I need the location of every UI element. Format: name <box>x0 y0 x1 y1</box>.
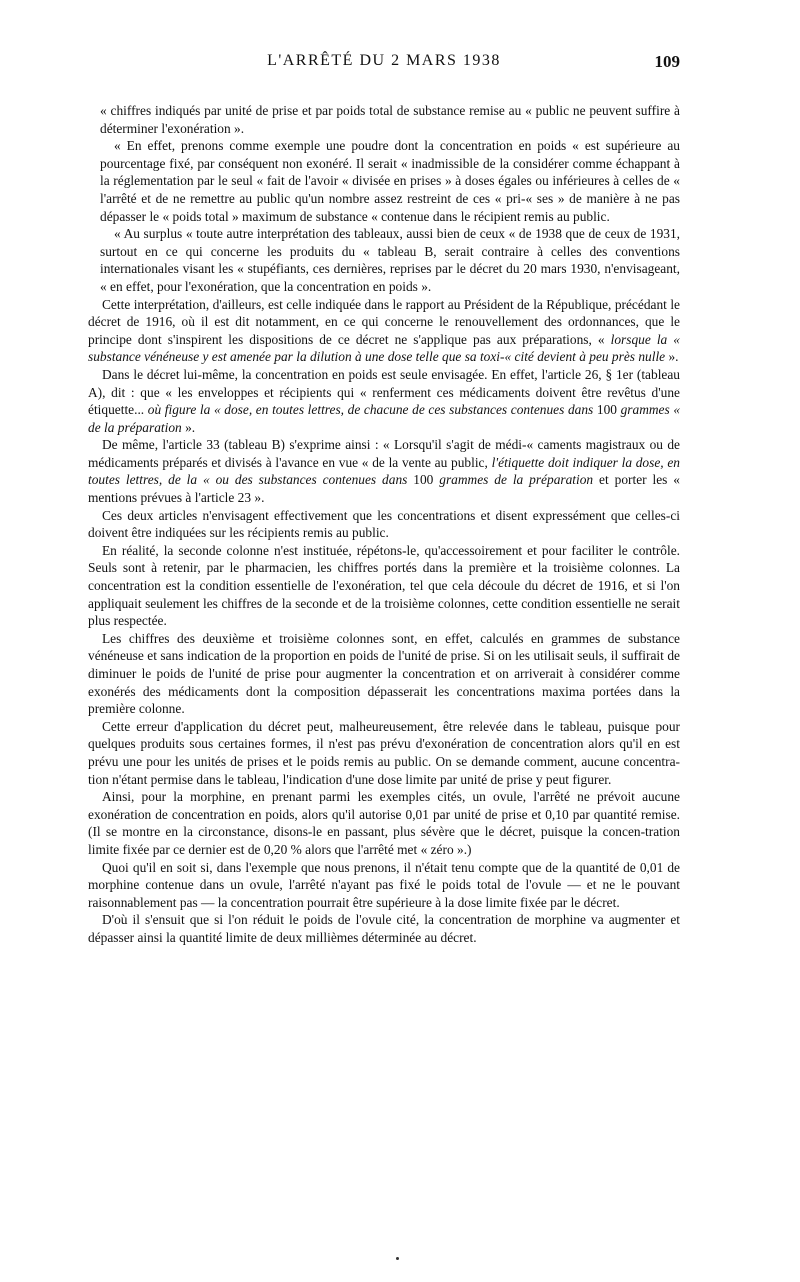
text-run: et porter les « mentions prévues à l'article 23 ». <box>88 472 680 506</box>
text-run: D'où il s'ensuit que si l'on réduit le poids de l'ovule cité, la concentration de morphine va augmenter et dépasser ainsi la quantité limite de deux millièmes déterminée au décret. <box>88 912 680 945</box>
italic-quote: lorsque la « substance vénéneuse y est amenée par la dilution à une dose telle que sa toxi-« cité devient à peu près nulle <box>88 331 680 365</box>
paragraph-p4 <box>88 296 680 366</box>
paragraph-p8 <box>88 542 680 630</box>
page-number: 109 <box>654 52 680 71</box>
text-run: « chiffres indiqués par unité de prise et par poids total de substance remise au « public ne peuvent suffire à déterminer l'exonération ». <box>100 103 680 136</box>
paragraph-p6 <box>88 436 680 506</box>
printer-mark <box>396 1257 399 1260</box>
text-run: ». <box>181 419 196 435</box>
text-run: Dans le décret lui-même, la concentration en poids est seule envisagée. En effet, l'article 26, § 1er (tableau A), dit : que « les enveloppes et récipients qui « renferment ces médicaments doivent être revêtus d'une étiquette... <box>88 366 680 418</box>
text-run: Ainsi, pour la morphine, en prenant parmi les exemples cités, un ovule, l'arrêté ne prévoit aucune exonération de concentration en poids, alors qu'il autorise 0,01 par unité de prise et 0,10 par quantité remise. (Il se montre en la circonstance, disons-le en passant, plus sévère que le décret, puisque la concen-tration limite fixée par ce dernier est de 0,20 % alors que l'arrêté met « zéro ».) <box>88 789 680 857</box>
text-run: De même, l'article 33 (tableau B) s'exprime ainsi : « Lorsqu'il s'agit de médi-« caments magistraux ou de médicaments préparés et divisés à l'avance en vue « de la vente au public, <box>88 437 680 470</box>
italic-quote: où figure la « dose, en toutes lettres, de chacune de ces substances contenues dans <box>147 402 594 418</box>
text-run: « Au surplus « toute autre interprétation des tableaux, aussi bien de ceux « de 1938 que de ceux de 1931, surtout en ce qui concerne les produits du « tableau B, serait contraire à celles des conventions internationales visant les « stupéfiants, ces dernières, reprises par le décret du 20 mars 1930, n'envisageant, « en effet, pour l'exonération, que la concentration en poids ». <box>100 226 680 294</box>
paragraph-p5 <box>88 366 680 436</box>
paragraph-p3 <box>88 225 680 295</box>
text-run: « En effet, prenons comme exemple une poudre dont la concentration en poids « est supérieure au pourcentage fixé, par conséquent non exonéré. Il serait « inadmissible de la considérer comme échappant à la réglementation par le seul « fait de l'avoir « divisée en prises » à doses égales ou inférieures à celles de « l'arrêté et de ne remettre au public qu'un nombre assez restreint de ces « pri-« ses » de manière à ne pas dépasser le « poids total » maximum de substance « contenue dans le récipient remis au public. <box>100 138 680 224</box>
paragraph-p13 <box>88 911 680 946</box>
paragraph-p7 <box>88 507 680 542</box>
text-run: 100 <box>407 472 440 488</box>
text-run: Les chiffres des deuxième et troisième colonnes sont, en effet, calculés en grammes de substance vénéneuse et sans indication de la proportion en poids de l'unité de prise. Si on les utilisait seuls, il suffirait de diminuer le poids de l'unité de prise pour augmenter la concentration et on arriverait à considérer comme exonérés des médicaments dont la composition dépasserait les concentrations maxima portées dans la première colonne. <box>88 630 680 717</box>
paragraph-p2 <box>88 137 680 225</box>
paragraph-p12 <box>88 859 680 912</box>
running-head: L'ARRÊTÉ DU 2 MARS 1938 <box>267 52 501 69</box>
body-text <box>88 102 680 947</box>
text-run: Cette erreur d'application du décret peut, malheureusement, être relevée dans le tableau, puisque pour quelques produits sous certaines formes, il n'est pas prévu d'exonération de concentration alors qu'il en est prévu une pour les unités de prises et le poids remis au public. On se demande comment, aucune concentra-tion n'étant permise dans le tableau, l'indication d'une dose limite par unité de prise y peut figurer. <box>88 718 680 787</box>
paragraph-p1 <box>88 102 680 137</box>
paragraph-p9 <box>88 630 680 718</box>
italic-quote: grammes « de la préparation <box>88 402 681 435</box>
text-run: Ces deux articles n'envisagent effectivement que les concentrations et disent expressément que celles-ci doivent être indiquées sur les récipients remis au public. <box>88 507 680 541</box>
italic-quote: l'étiquette doit indiquer la dose, en toutes lettres, de la « ou des substances contenues dans <box>88 454 680 488</box>
text-run: Quoi qu'il en soit si, dans l'exemple que nous prenons, il n'était tenu compte que de la quantité de 0,01 de morphine contenue dans un ovule, l'arrêté n'ayant pas fixé le poids total de l'ovule — et ne le pouvant raisonnablement pas — la concentration pourrait être supérieure à la dose limite fixée par le décret. <box>88 859 680 910</box>
paragraph-p11 <box>88 788 680 858</box>
text-run: ». <box>665 349 679 365</box>
text-run: En réalité, la seconde colonne n'est instituée, répétons-le, qu'accessoirement et pour faciliter le contrôle. Seuls sont à retenir, par le pharmacien, les chiffres portés dans la première et la troisième colonnes. La concentration est la condition essentielle de l'exonération, tel que cela découle du décret de 1916, et si l'on appliquait seulement les chiffres de la seconde et de la troisième colonnes, cette condition essentielle ne serait plus respectée. <box>88 542 680 629</box>
text-run: 100 <box>593 402 621 418</box>
page-header <box>88 52 680 76</box>
paragraph-p10 <box>88 718 680 788</box>
text-run: Cette interprétation, d'ailleurs, est celle indiquée dans le rapport au Président de la République, précédant le décret de 1916, où il est dit notamment, en ce qui concerne le renouvellement des ordonnances, que le principe dont s'inspirent les dispositions de ce décret ne s'applique pas aux préparations, « <box>88 296 680 347</box>
italic-quote: grammes de la préparation <box>439 472 594 488</box>
